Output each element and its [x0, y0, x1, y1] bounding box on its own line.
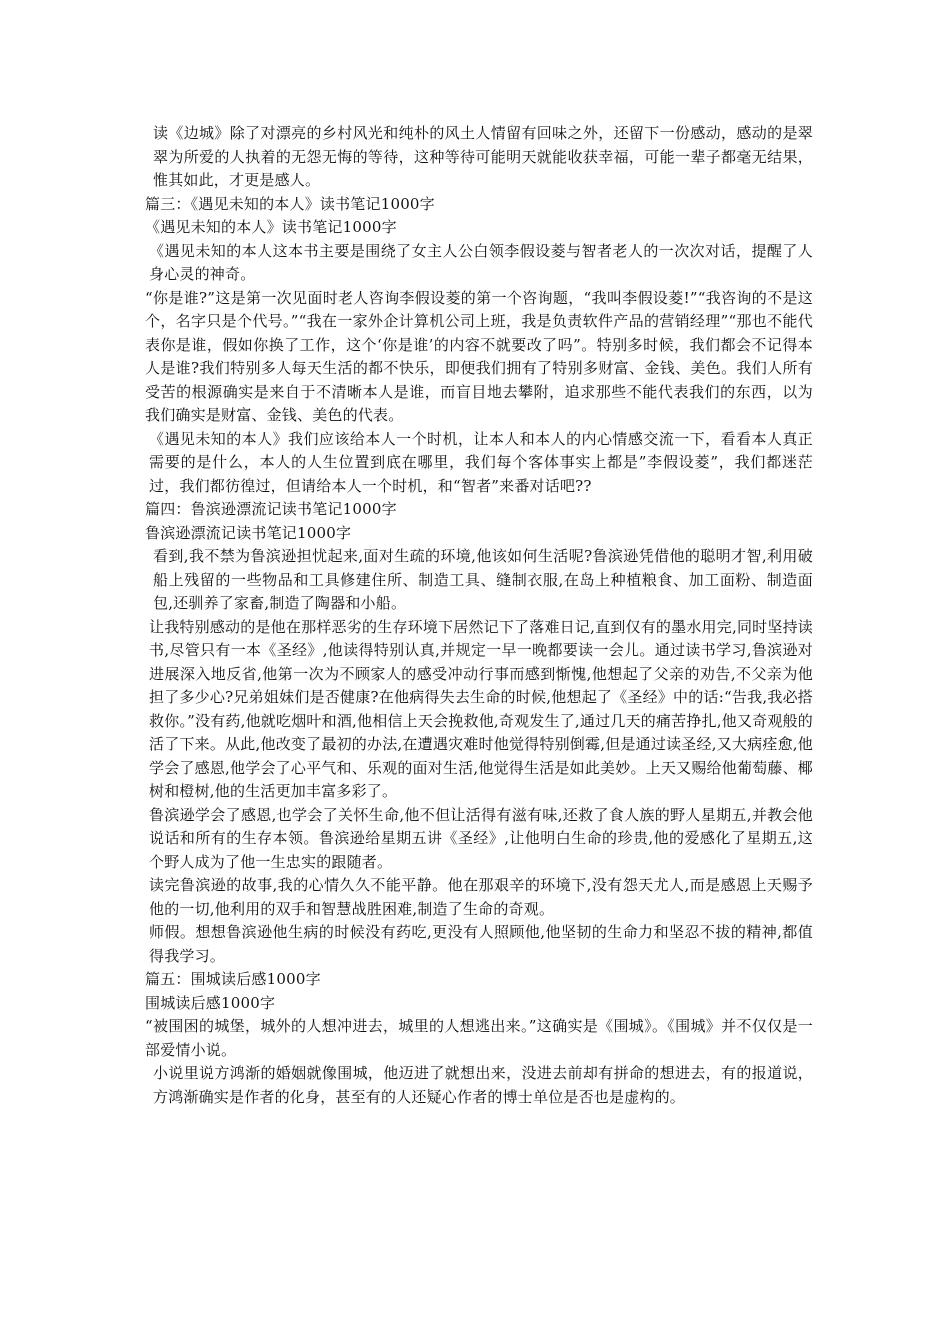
paragraph: 小说里说方鸿渐的婚姻就像围城，他迈进了就想出来，没进去前却有拼命的想进去，有的报道说，方鸿渐确实是作者的化身，甚至有的人还疑心作者的博士单位是否也是虚构的。 — [153, 1064, 813, 1106]
paragraph: 《遇见未知的本人这本书主要是围绕了女主人公白领李假设菱与智者老人的一次次对话，提醒了人身心灵的神奇。 — [149, 241, 813, 283]
paragraph: 读完鲁滨逊的故事,我的心情久久不能平静。他在那艰辛的环境下,没有怨天尤人,而是感恩上天赐予他的一切,他利用的双手和智慧战胜困难,制造了生命的奇观。 — [149, 876, 813, 918]
paragraph: 《遇见未知的本人》我们应该给本人一个时机，让本人和本人的内心情感交流一下，看看本人真正需要的是什么，本人的人生位置到底在哪里，我们每个客体事实上都是”李假设菱”，我们都迷茫过，我们都彷徨过，但请给本人一个时机，和“智者”来番对话吧?? — [149, 429, 813, 495]
document-body — [145, 122, 813, 1109]
paragraph: 看到,我不禁为鲁滨逊担忧起来,面对生疏的环境,他该如何生活呢?鲁滨逊凭借他的聪明才智,利用破船上残留的一些物品和工具修建住所、制造工具、缝制衣服,在岛上种植粮食、加工面粉、制造面包,还驯养了家畜,制造了陶器和小船。 — [153, 547, 813, 612]
paragraph: “你是谁?”这是第一次见面时老人咨询李假设菱的第一个咨询题，“我叫李假设菱!”“我咨询的不是这个，名字只是个代号。”“我在一家外企计算机公司上班，我是负责软件产品的营销经理”“那也不能代表你是谁，假如你换了工作，这个‘你是谁’的内容不就要改了吗”。特别多时候，我们都会不记得本人是谁?我们特别多人每天生活的都不快乐，即便我们拥有了特别多财富、金钱、美色。我们人所有受苦的根源确实是来自于不清晰本人是谁，而盲目地去攀附，追求那些不能代表我们的东西，以为我们确实是财富、金钱、美色的代表。 — [145, 288, 813, 424]
article-title: 《遇见未知的本人》读书笔记1000字 — [145, 218, 397, 236]
paragraph: 鲁滨逊学会了感恩,也学会了关怀生命,他不但让活得有滋有味,还救了食人族的野人星期五,并教会他说话和所有的生存本领。鲁滨逊给星期五讲《圣经》,让他明白生命的珍贵,他的爱感化了星期五,这个野人成为了他一生忠实的跟随者。 — [149, 805, 813, 871]
section-heading: 篇三：《遇见未知的本人》读书笔记1000字 — [145, 194, 435, 213]
section-heading: 篇四：鲁滨逊漂流记读书笔记1000字 — [145, 500, 397, 518]
article-title: 鲁滨逊漂流记读书笔记1000字 — [145, 523, 352, 542]
paragraph: 让我特别感动的是他在那样恶劣的生存环境下居然记下了落难日记,直到仅有的墨水用完,同时坚持读书,尽管只有一本《圣经》,他读得特别认真,并规定一早一晚都要读一会儿。通过读书学习,鲁滨逊对进展深入地反省,他第一次为不顾家人的感受冲动行事而感到惭愧,他想起了父亲的劝告,不父亲为他担了多少心?兄弟姐妹们是否健康?在他病得失去生命的时候,他想起了《圣经》中的话:“告我,我必搭救你。”没有药,他就吃烟叶和酒,他相信上天会挽救他,奇观发生了,通过几天的痛苦挣扎,他又奇观般的活了下来。从此,他改变了最初的办法,在遭遇灾难时他觉得特别倒霉,但是通过读圣经,又大病痊愈,他学会了感恩,他学会了心平气和、乐观的面对生活,他觉得生活是如此美妙。上天又赐给他葡萄藤、椰树和橙树,他的生活更加丰富多彩了。 — [149, 617, 813, 800]
section-heading: 篇五：围城读后感1000字 — [145, 970, 321, 988]
paragraph: 师假。想想鲁滨逊他生病的时候没有药吃,更没有人照顾他,他坚韧的生命力和坚忍不拔的精神,都值得我学习。 — [149, 923, 813, 965]
paragraph: “被围困的城堡，城外的人想冲进去，城里的人想逃出来。”这确实是《围城》。《围城》并不仅仅是一部爱情小说。 — [145, 1017, 813, 1059]
paragraph: 读《边城》除了对漂亮的乡村风光和纯朴的风土人情留有回味之外，还留下一份感动，感动的是翠翠为所爱的人执着的无怨无悔的等待，这种等待可能明天就能收获幸福，可能一辈子都毫无结果，惟其如此，才更是感人。 — [153, 124, 813, 189]
article-title: 围城读后感1000字 — [145, 993, 276, 1012]
